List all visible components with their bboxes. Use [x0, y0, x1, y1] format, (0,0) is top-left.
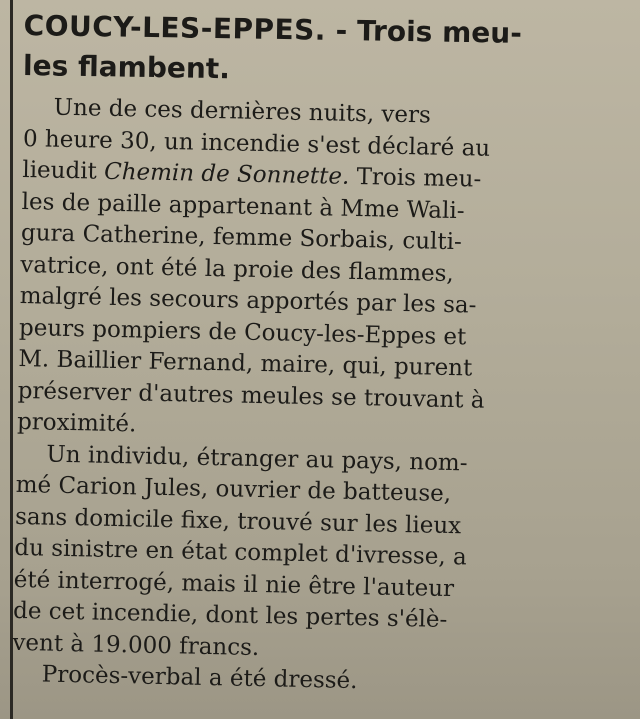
body-line: du sinistre en état complet d'ivresse, a [14, 534, 467, 571]
headline-line-2: les flambent. [22, 48, 231, 86]
body-line: malgré les secours apportés par les sa- [19, 282, 477, 319]
place-name-italic: Chemin de Sonnette. [103, 158, 350, 190]
body-line-prefix: lieudit [22, 156, 105, 185]
body-line: gura Catherine, femme Sorbais, culti- [20, 219, 463, 256]
body-line: vatrice, ont été la proie des flammes, [20, 251, 455, 287]
body-line: vent à 19.000 francs. [12, 629, 260, 661]
headline-title-part-1: - Trois meu- [325, 13, 523, 50]
body-line: 0 heure 30, un incendie s'est déclaré au [22, 125, 491, 162]
body-line-suffix: Trois meu- [349, 163, 482, 193]
body-line: Procès-verbal a été dressé. [41, 661, 358, 695]
headline [23, 6, 624, 95]
body-line: Un individu, étranger au pays, nom- [46, 441, 468, 476]
body-line: de cet incendie, dont les pertes s'élè- [12, 597, 448, 633]
body-line: les de paille appartenant à Mme Wali- [21, 188, 465, 224]
body-line: sans domicile fixe, trouvé sur les lieux [14, 503, 462, 539]
body-line: M. Baillier Fernand, maire, qui, purent [18, 345, 473, 382]
body-line: Une de ces dernières nuits, vers [53, 94, 432, 129]
body-line: préserver d'autres meules se trouvant à [17, 377, 485, 414]
body-line: proximité. [16, 408, 137, 438]
body-line: mé Carion Jules, ouvrier de batteuse, [15, 471, 452, 508]
body-line: peurs pompiers de Coucy-les-Eppes et [18, 314, 467, 350]
body-line: été interrogé, mais il nie être l'auteur [13, 566, 455, 602]
article-body [11, 92, 623, 703]
headline-place: COUCY-LES-EPPES. [23, 8, 327, 47]
article [12, 6, 624, 695]
